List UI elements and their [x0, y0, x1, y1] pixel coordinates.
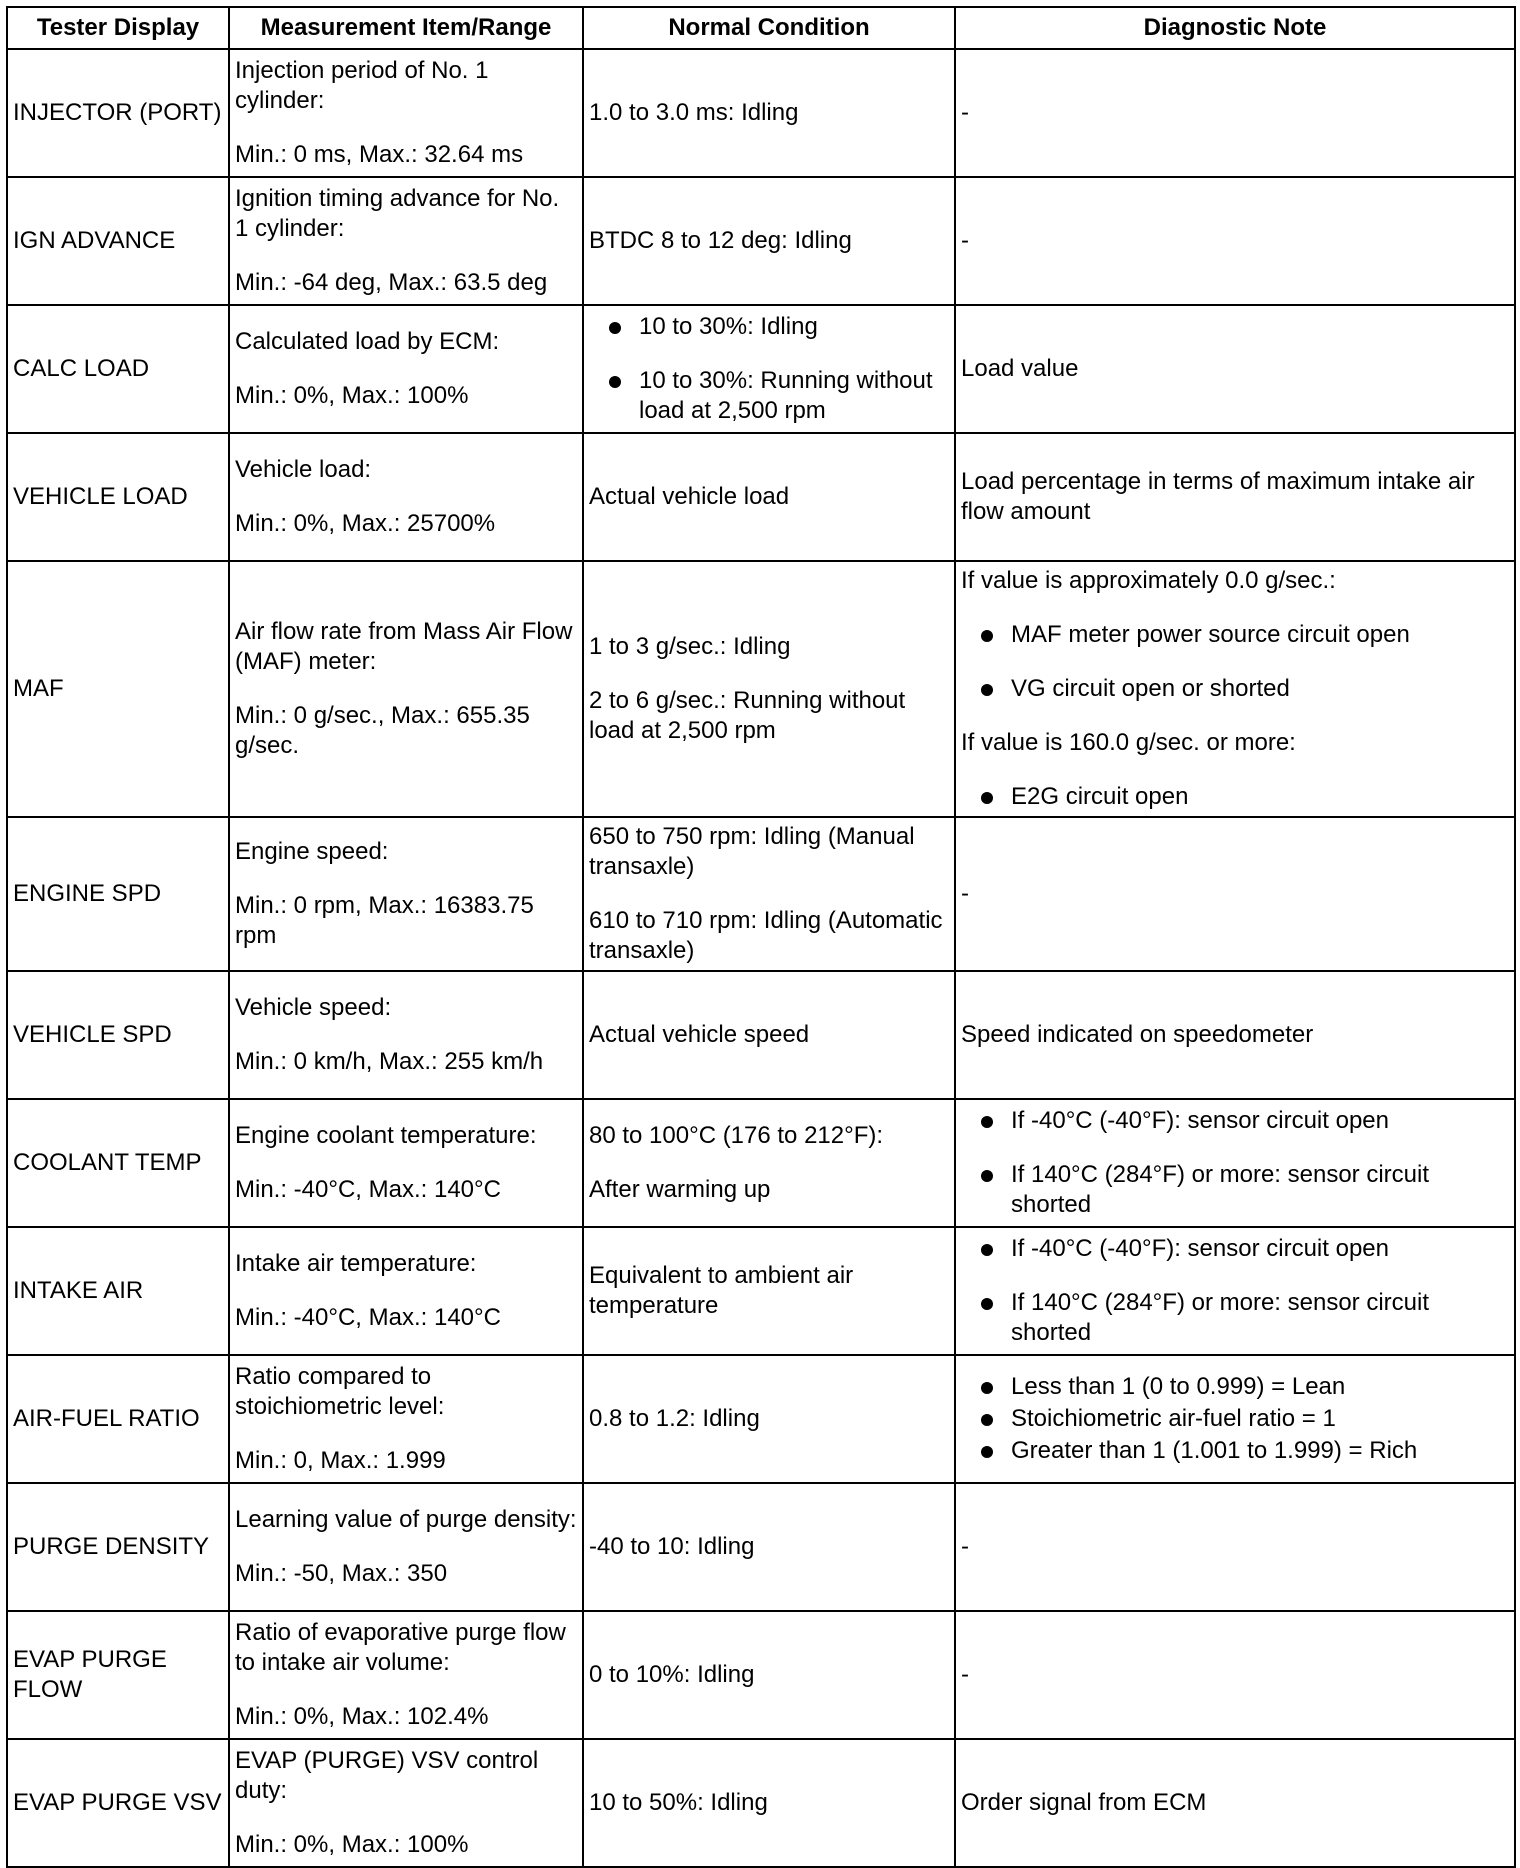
- measurement-text: EVAP (PURGE) VSV control duty:: [235, 1747, 539, 1804]
- table-row: [7, 1483, 1515, 1611]
- cell-measurement: [229, 1739, 583, 1867]
- diagnostic-note-text: Load percentage in terms of maximum intake air flow amount: [961, 468, 1475, 525]
- measurement-text: Ignition timing advance for No. 1 cylinder:: [235, 185, 560, 242]
- cell-measurement: [229, 49, 583, 177]
- cell-normal-condition: [583, 817, 955, 971]
- cell-diagnostic-note: [955, 1739, 1515, 1867]
- diagnostic-note-text: -: [961, 880, 969, 907]
- cell-measurement: [229, 177, 583, 305]
- cell-tester-display: [7, 1099, 229, 1227]
- cell-normal-condition: [583, 561, 955, 817]
- bullet-list: [961, 1234, 1509, 1348]
- cell-measurement: [229, 1355, 583, 1483]
- bullet-list: [961, 1372, 1509, 1466]
- measurement-text: Min.: 0%, Max.: 102.4%: [235, 1703, 489, 1730]
- normal-condition-text: 610 to 710 rpm: Idling (Automatic transaxle): [589, 907, 943, 964]
- header-tester-display: Tester Display: [7, 7, 229, 49]
- measurement-text: Min.: 0%, Max.: 25700%: [235, 510, 496, 537]
- cell-normal-condition: [583, 1611, 955, 1739]
- normal-condition-text: 80 to 100°C (176 to 212°F):: [589, 1122, 884, 1149]
- table-row: [7, 49, 1515, 177]
- header-row: [7, 7, 1515, 49]
- tester-display-label: VEHICLE SPD: [13, 1021, 172, 1048]
- cell-diagnostic-note: [955, 177, 1515, 305]
- cell-normal-condition: [583, 1355, 955, 1483]
- tester-display-label: PURGE DENSITY: [13, 1533, 210, 1560]
- cell-measurement: [229, 305, 583, 433]
- measurement-text: Ratio of evaporative purge flow to intake air volume:: [235, 1619, 566, 1676]
- cell-diagnostic-note: [955, 1099, 1515, 1227]
- cell-diagnostic-note: [955, 561, 1515, 817]
- bullet-item: If 140°C (284°F) or more: sensor circuit shorted: [961, 1160, 1509, 1220]
- measurement-text: Ratio compared to stoichiometric level:: [235, 1363, 445, 1420]
- diagnostic-note-text: Speed indicated on speedometer: [961, 1021, 1314, 1048]
- cell-tester-display: [7, 1611, 229, 1739]
- measurement-text: Min.: 0 ms, Max.: 32.64 ms: [235, 141, 524, 168]
- tester-display-label: EVAP PURGE FLOW: [13, 1646, 167, 1703]
- tester-display-label: MAF: [13, 675, 64, 702]
- tester-display-label: IGN ADVANCE: [13, 227, 176, 254]
- normal-condition-text: 10 to 50%: Idling: [589, 1789, 768, 1816]
- tester-display-label: INTAKE AIR: [13, 1277, 144, 1304]
- normal-condition-text: Equivalent to ambient air temperature: [589, 1262, 854, 1319]
- normal-condition-text: After warming up: [589, 1176, 771, 1203]
- cell-measurement: [229, 817, 583, 971]
- cell-normal-condition: [583, 305, 955, 433]
- cell-measurement: [229, 1099, 583, 1227]
- cell-measurement: [229, 1483, 583, 1611]
- table-row: [7, 305, 1515, 433]
- measurement-text: Intake air temperature:: [235, 1250, 477, 1277]
- cell-normal-condition: [583, 433, 955, 561]
- cell-measurement: [229, 561, 583, 817]
- measurement-text: Min.: -40°C, Max.: 140°C: [235, 1176, 501, 1203]
- normal-condition-text: 0 to 10%: Idling: [589, 1661, 755, 1688]
- bullet-list: [961, 620, 1509, 704]
- bullet-item: Less than 1 (0 to 0.999) = Lean: [961, 1372, 1509, 1402]
- tester-display-label: EVAP PURGE VSV: [13, 1789, 222, 1816]
- measurement-text: Min.: 0 g/sec., Max.: 655.35 g/sec.: [235, 702, 530, 759]
- measurement-text: Min.: 0%, Max.: 100%: [235, 382, 469, 409]
- cell-measurement: [229, 971, 583, 1099]
- cell-normal-condition: [583, 177, 955, 305]
- cell-normal-condition: [583, 49, 955, 177]
- cell-diagnostic-note: [955, 433, 1515, 561]
- note-group: [961, 566, 1509, 704]
- normal-condition-text: 0.8 to 1.2: Idling: [589, 1405, 760, 1432]
- cell-normal-condition: [583, 1099, 955, 1227]
- cell-tester-display: [7, 49, 229, 177]
- diagnostic-note-text: Order signal from ECM: [961, 1789, 1207, 1816]
- bullet-item: If 140°C (284°F) or more: sensor circuit shorted: [961, 1288, 1509, 1348]
- cell-diagnostic-note: [955, 817, 1515, 971]
- table-row: [7, 433, 1515, 561]
- cell-measurement: [229, 1611, 583, 1739]
- bullet-item: 10 to 30%: Idling: [589, 312, 949, 342]
- cell-tester-display: [7, 1739, 229, 1867]
- cell-normal-condition: [583, 1483, 955, 1611]
- measurement-text: Min.: 0, Max.: 1.999: [235, 1447, 446, 1474]
- header-measurement: Measurement Item/Range: [229, 7, 583, 49]
- measurement-text: Min.: -50, Max.: 350: [235, 1560, 448, 1587]
- note-group: [961, 728, 1509, 812]
- measurement-text: Calculated load by ECM:: [235, 328, 500, 355]
- cell-normal-condition: [583, 971, 955, 1099]
- measurement-text: Engine coolant temperature:: [235, 1122, 537, 1149]
- table-row: [7, 1227, 1515, 1355]
- cell-tester-display: [7, 561, 229, 817]
- measurement-text: Min.: -40°C, Max.: 140°C: [235, 1304, 501, 1331]
- table-row: [7, 1611, 1515, 1739]
- measurement-text: Learning value of purge density:: [235, 1506, 577, 1533]
- measurement-text: Min.: -64 deg, Max.: 63.5 deg: [235, 269, 548, 296]
- cell-measurement: [229, 1227, 583, 1355]
- header-normal-condition: Normal Condition: [583, 7, 955, 49]
- measurement-text: Engine speed:: [235, 838, 389, 865]
- cell-diagnostic-note: [955, 1611, 1515, 1739]
- diagnostic-note-text: -: [961, 227, 969, 254]
- cell-diagnostic-note: [955, 305, 1515, 433]
- bullet-item: Stoichiometric air-fuel ratio = 1: [961, 1404, 1509, 1434]
- cell-diagnostic-note: [955, 1355, 1515, 1483]
- bullet-item: 10 to 30%: Running without load at 2,500 rpm: [589, 366, 949, 426]
- cell-tester-display: [7, 177, 229, 305]
- bullet-item: If -40°C (-40°F): sensor circuit open: [961, 1106, 1509, 1136]
- table-row: [7, 177, 1515, 305]
- table-header: [7, 7, 1515, 49]
- cell-tester-display: [7, 305, 229, 433]
- diagnostic-note-text: Load value: [961, 355, 1079, 382]
- diagnostic-note-text: -: [961, 1661, 969, 1688]
- header-diagnostic-note: Diagnostic Note: [955, 7, 1515, 49]
- bullet-item: MAF meter power source circuit open: [961, 620, 1509, 650]
- measurement-text: Injection period of No. 1 cylinder:: [235, 57, 489, 114]
- cell-diagnostic-note: [955, 971, 1515, 1099]
- normal-condition-text: BTDC 8 to 12 deg: Idling: [589, 227, 852, 254]
- cell-diagnostic-note: [955, 1483, 1515, 1611]
- cell-measurement: [229, 433, 583, 561]
- note-group-text: If value is 160.0 g/sec. or more:: [961, 729, 1296, 756]
- normal-condition-text: 650 to 750 rpm: Idling (Manual transaxle): [589, 823, 915, 880]
- table-row: [7, 1099, 1515, 1227]
- cell-tester-display: [7, 971, 229, 1099]
- table-row: [7, 561, 1515, 817]
- cell-diagnostic-note: [955, 49, 1515, 177]
- table-row: [7, 1355, 1515, 1483]
- measurement-text: Vehicle speed:: [235, 994, 392, 1021]
- cell-tester-display: [7, 1227, 229, 1355]
- table-body: [7, 49, 1515, 1867]
- tester-display-label: COOLANT TEMP: [13, 1149, 202, 1176]
- cell-normal-condition: [583, 1227, 955, 1355]
- measurement-text: Min.: 0 rpm, Max.: 16383.75 rpm: [235, 892, 534, 949]
- diagnostic-note-text: -: [961, 1533, 969, 1560]
- table-row: [7, 971, 1515, 1099]
- cell-normal-condition: [583, 1739, 955, 1867]
- normal-condition-text: 2 to 6 g/sec.: Running without load at 2,500 rpm: [589, 687, 906, 744]
- measurement-text: Min.: 0%, Max.: 100%: [235, 1831, 469, 1858]
- bullet-item: If -40°C (-40°F): sensor circuit open: [961, 1234, 1509, 1264]
- bullet-list: [961, 782, 1509, 812]
- normal-condition-text: -40 to 10: Idling: [589, 1533, 755, 1560]
- cell-tester-display: [7, 433, 229, 561]
- data-list-table: [6, 6, 1516, 1868]
- normal-condition-text: 1.0 to 3.0 ms: Idling: [589, 99, 799, 126]
- normal-condition-text: 1 to 3 g/sec.: Idling: [589, 633, 791, 660]
- normal-condition-text: Actual vehicle load: [589, 483, 790, 510]
- cell-diagnostic-note: [955, 1227, 1515, 1355]
- tester-display-label: CALC LOAD: [13, 355, 150, 382]
- normal-condition-text: Actual vehicle speed: [589, 1021, 810, 1048]
- bullet-list: [961, 1106, 1509, 1220]
- cell-tester-display: [7, 1355, 229, 1483]
- measurement-text: Min.: 0 km/h, Max.: 255 km/h: [235, 1048, 544, 1075]
- bullet-item: VG circuit open or shorted: [961, 674, 1509, 704]
- table-row: [7, 817, 1515, 971]
- tester-display-label: ENGINE SPD: [13, 880, 162, 907]
- bullet-list: [589, 312, 949, 426]
- bullet-item: E2G circuit open: [961, 782, 1509, 812]
- tester-display-label: INJECTOR (PORT): [13, 99, 222, 126]
- cell-tester-display: [7, 817, 229, 971]
- bullet-item: Greater than 1 (1.001 to 1.999) = Rich: [961, 1436, 1509, 1466]
- tester-display-label: AIR-FUEL RATIO: [13, 1405, 200, 1432]
- table-row: [7, 1739, 1515, 1867]
- diagnostic-note-text: -: [961, 99, 969, 126]
- spec-table-wrapper: [6, 6, 1516, 1868]
- cell-tester-display: [7, 1483, 229, 1611]
- measurement-text: Air flow rate from Mass Air Flow (MAF) meter:: [235, 618, 573, 675]
- note-group-text: If value is approximately 0.0 g/sec.:: [961, 567, 1336, 594]
- measurement-text: Vehicle load:: [235, 456, 372, 483]
- tester-display-label: VEHICLE LOAD: [13, 483, 188, 510]
